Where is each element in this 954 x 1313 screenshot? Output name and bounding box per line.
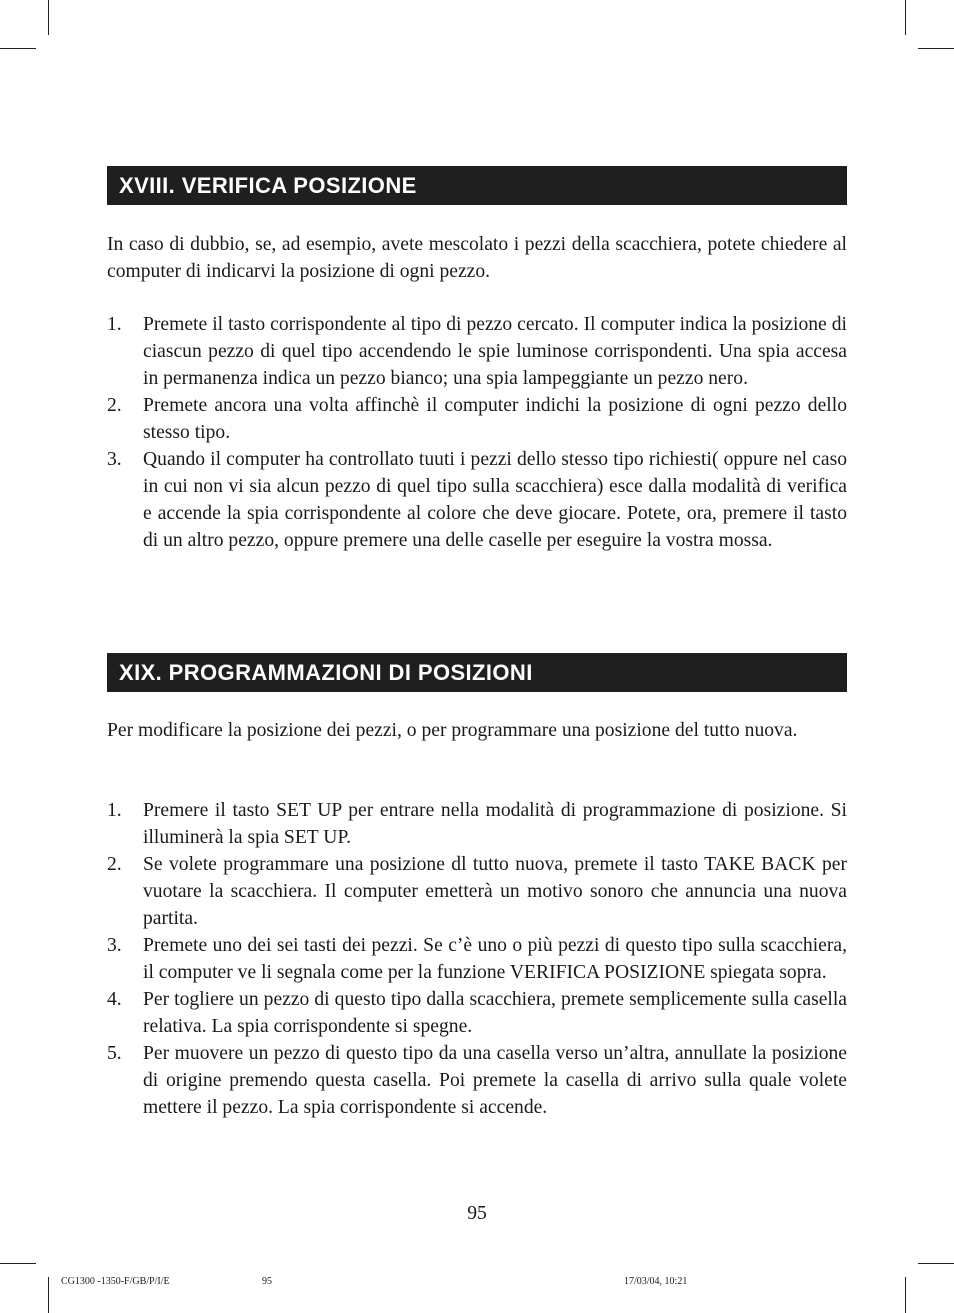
section-heading-programmazioni (107, 653, 847, 692)
list-item (107, 851, 847, 932)
item-text: Per togliere un pezzo di questo tipo dalla scacchiera, premete semplicemente sulla casella relativa. La spia corrispondente si spegne. (143, 989, 847, 1037)
list-item (107, 986, 847, 1040)
item-number: 1. (107, 800, 122, 821)
list-item (107, 311, 847, 392)
section-title: XVIII. VERIFICA POSIZIONE (119, 172, 417, 198)
list-item (107, 392, 847, 446)
item-text: Per muovere un pezzo di questo tipo da una casella verso un’altra, annullate la posizione di origine premendo questa casella. Poi premete la casella di arrivo sulla quale volete mettere il pezzo. La spia corrispondente si accende. (143, 1043, 847, 1118)
item-text: Premete ancora una volta affinchè il computer indichi la posizione di ogni pezzo dello stesso tipo. (143, 395, 847, 443)
crop-mark (48, 0, 49, 35)
crop-mark (918, 1263, 954, 1264)
section-intro: Per modificare la posizione dei pezzi, o per programmare una posizione del tutto nuova. (107, 720, 798, 741)
list-item (107, 446, 847, 554)
item-number: 4. (107, 989, 122, 1010)
footer-datetime: 17/03/04, 10:21 (624, 1276, 688, 1287)
crop-mark (905, 1277, 906, 1313)
section-intro: In caso di dubbio, se, ad esempio, avete mescolato i pezzi della scacchiera, potete chiedere al computer di indicarvi la posizione di ogni pezzo. (107, 234, 847, 282)
item-number: 2. (107, 395, 122, 416)
item-text: Premete il tasto corrispondente al tipo di pezzo cercato. Il computer indica la posizione di ciascun pezzo di quel tipo accendendo le spie luminose corrispondenti. Una spia accesa in permanenza indica un pezzo bianco; una spia lampeggiante un pezzo nero. (143, 314, 847, 389)
crop-mark (0, 48, 36, 49)
item-number: 1. (107, 314, 122, 335)
footer-document-code: CG1300 -1350-F/GB/P/I/E (61, 1276, 170, 1287)
footer-page: 95 (262, 1276, 272, 1287)
section-title: XIX. PROGRAMMAZIONI DI POSIZIONI (119, 659, 533, 685)
section-heading-verifica-posizione (107, 166, 847, 205)
list-item (107, 797, 847, 851)
item-number: 3. (107, 935, 122, 956)
item-text: Premere il tasto SET UP per entrare nella modalità di programmazione di posizione. Si illuminerà la spia SET UP. (143, 800, 847, 848)
crop-mark (48, 1277, 49, 1313)
crop-mark (918, 48, 954, 49)
list-item (107, 932, 847, 986)
instruction-list (107, 797, 847, 1121)
instruction-list (107, 311, 847, 554)
list-item (107, 1040, 847, 1121)
item-text: Premete uno dei sei tasti dei pezzi. Se c’è uno o più pezzi di questo tipo sulla scacchiera, il computer ve li segnala come per la funzione VERIFICA POSIZIONE spiegata sopra. (143, 935, 847, 983)
crop-mark (0, 1263, 36, 1264)
item-number: 5. (107, 1043, 122, 1064)
crop-mark (905, 0, 906, 35)
item-number: 2. (107, 854, 122, 875)
item-text: Se volete programmare una posizione dl tutto nuova, premete il tasto TAKE BACK per vuotare la scacchiera. Il computer emetterà un motivo sonoro che annuncia una nuova partita. (143, 854, 847, 929)
page-number: 95 (467, 1203, 487, 1224)
item-number: 3. (107, 449, 122, 470)
item-text: Quando il computer ha controllato tuuti i pezzi dello stesso tipo richiesti( oppure nel caso in cui non vi sia alcun pezzo di quel tipo sulla scacchiera) esce dalla modalità di verifica e accende la spia corrispondente al colore che deve giocare. Potete, ora, premere il tasto di un altro pezzo, oppure premere una delle caselle per eseguire la vostra mossa. (143, 449, 847, 551)
